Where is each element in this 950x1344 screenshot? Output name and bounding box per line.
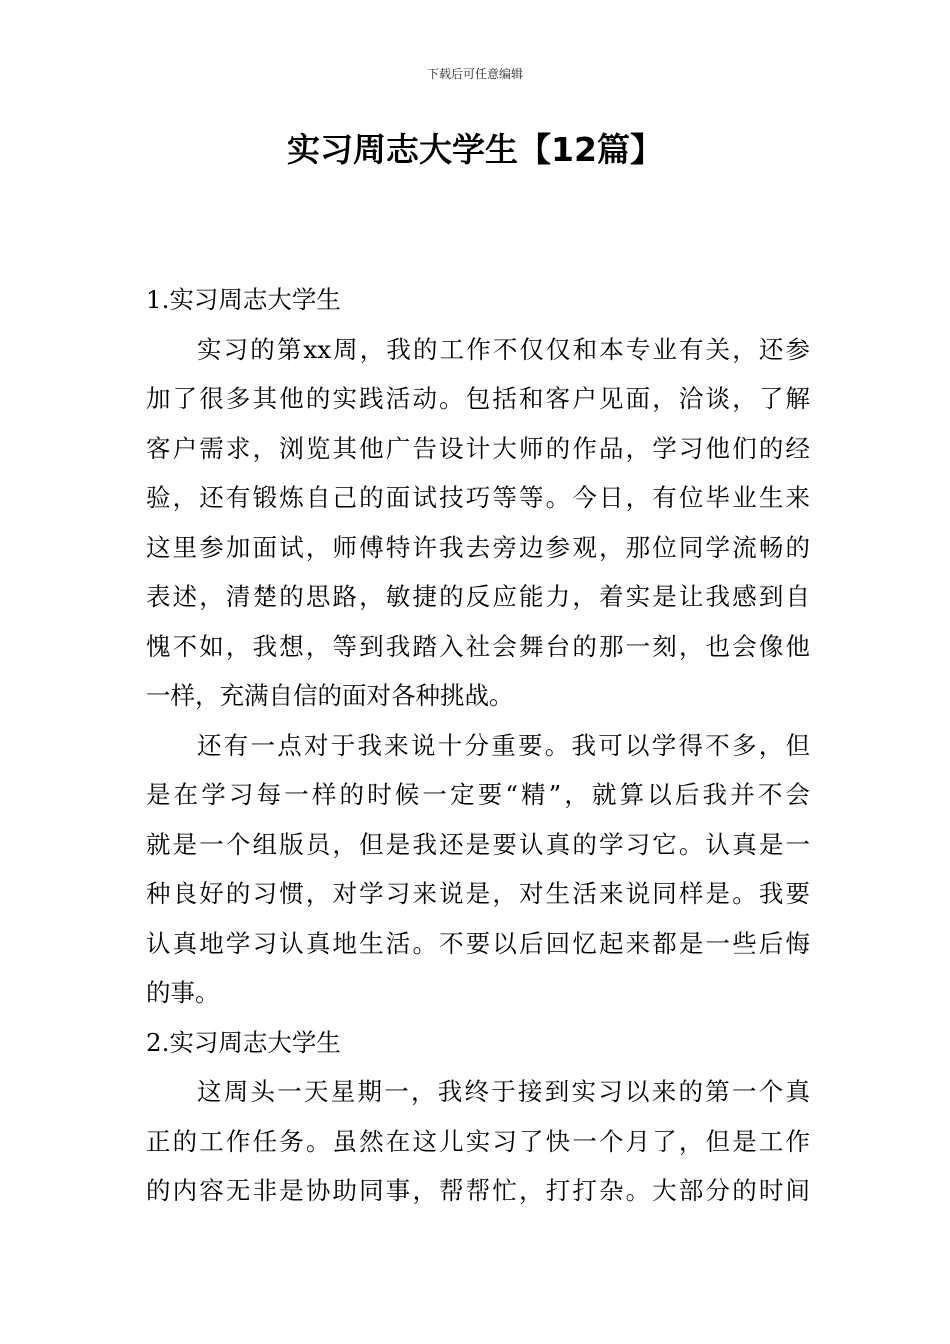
paragraph-line: 这周头一天星期一，我终于接到实习以来的第一个真 xyxy=(197,1077,810,1106)
paragraph-line: 这里参加面试，师傅特许我去旁边参观，那位同学流畅的 xyxy=(146,532,810,562)
paragraph-line: 的内容无非是协助同事，帮帮忙，打打杂。大部分的时间 xyxy=(146,1176,810,1205)
paragraph-line: 就是一个组版员，但是我还是要认真的学习它。认真是一 xyxy=(146,829,810,859)
paragraph-line: 表述，清楚的思路，敏捷的反应能力，着实是让我感到自 xyxy=(146,582,810,611)
paragraph-line: 正的工作任务。虽然在这儿实习了快一个月了，但是工作 xyxy=(146,1126,810,1156)
section-heading: 1.实习周志大学生 xyxy=(146,285,341,314)
paragraph-line: 是在学习每一样的时候一定要“精”，就算以后我并不会 xyxy=(146,780,810,809)
document-title: 实习周志大学生【12篇】 xyxy=(287,130,663,169)
paragraph-line: 客户需求，浏览其他广告设计大师的作品，学习他们的经 xyxy=(146,433,810,463)
header-note: 下载后可任意编辑 xyxy=(426,67,523,81)
paragraph-line: 的事。 xyxy=(146,978,220,1007)
section-heading: 2.实习周志大学生 xyxy=(146,1027,341,1057)
paragraph-line: 种良好的习惯，对学习来说是，对生活来说同样是。我要 xyxy=(146,879,810,908)
paragraph-line: 一样，充满自信的面对各种挑战。 xyxy=(146,681,514,710)
paragraph-line: 实习的第xx周，我的工作不仅仅和本专业有关，还参 xyxy=(197,334,810,364)
paragraph-line: 验，还有锻炼自己的面试技巧等等。今日，有位毕业生来 xyxy=(146,483,810,512)
paragraph-line: 还有一点对于我来说十分重要。我可以学得不多，但 xyxy=(197,730,810,760)
paragraph-line: 加了很多其他的实践活动。包括和客户见面，洽谈，了解 xyxy=(146,384,810,413)
document-body xyxy=(146,275,810,1216)
paragraph-line: 愧不如，我想，等到我踏入社会舞台的那一刻，也会像他 xyxy=(146,631,810,661)
paragraph-line: 认真地学习认真地生活。不要以后回忆起来都是一些后悔 xyxy=(146,928,810,958)
